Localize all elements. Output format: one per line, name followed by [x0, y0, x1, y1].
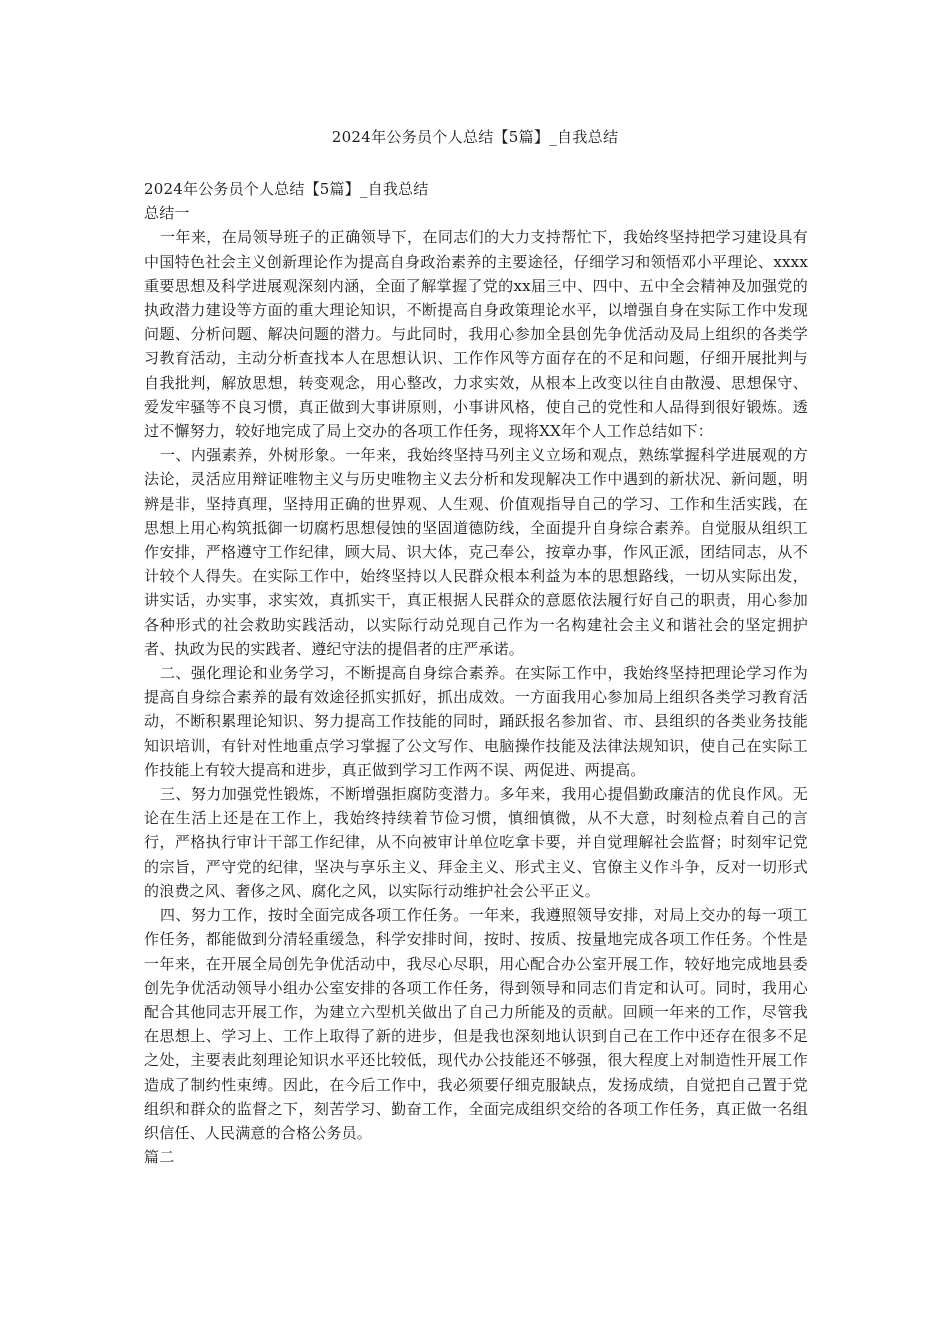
body-paragraph: 三、努力加强党性锻炼，不断增强拒腐防变潜力。多年来，我用心提倡勤政廉洁的优良作风。无论在生活上还是在工作上，我始终持续着节俭习惯，慎细慎微，从不大意，时刻检点着自己的言行，严格执行审计干部工作纪律，从不向被审计单位吃拿卡要，并自觉理解社会监督；时刻牢记党的宗旨，严守党的纪律，坚决与享乐主义、拜金主义、形式主义、官僚主义作斗争，反对一切形式的浪费之风、奢侈之风、腐化之风，以实际行动维护社会公平正义。 — [144, 785, 808, 900]
document-body — [144, 177, 808, 1169]
section-label-summary-one: 总结一 — [144, 204, 190, 223]
body-paragraph: 一、内强素养，外树形象。一年来，我始终坚持马列主义立场和观点，熟练掌握科学进展观的方法论，灵活应用辩证唯物主义与历史唯物主义去分析和发现解决工作中遇到的新状况、新问题，明辨是非，坚持真理，坚持用正确的世界观、人生观、价值观指导自己的学习、工作和生活实践，在思想上用心构筑抵御一切腐朽思想侵蚀的坚固道德防线，全面提升自身综合素养。自觉服从组织工作安排，严格遵守工作纪律，顾大局、识大体，克己奉公，按章办事，作风正派，团结同志，从不计较个人得失。在实际工作中，始终坚持以人民群众根本利益为本的思想路线，一切从实际出发，讲实话，办实事，求实效，真抓实干，真正根据人民群众的意愿依法履行好自己的职责，用心参加各种形式的社会救助实践活动，以实际行动兑现自己作为一名构建社会主义和谐社会的坚定拥护者、执政为民的实践者、遵纪守法的提倡者的庄严承诺。 — [144, 446, 808, 658]
body-paragraph: 一年来，在局领导班子的正确领导下，在同志们的大力支持帮忙下，我始终坚持把学习建设具有中国特色社会主义创新理论作为提高自身政治素养的主要途径，仔细学习和领悟邓小平理论、xxxx重要思想及科学进展观深刻内涵，全面了解掌握了党的xx届三中、四中、五中全会精神及加强党的执政潜力建设等方面的重大理论知识，不断提高自身政策理论水平，以增强自身在实际工作中发现问题、分析问题、解决问题的潜力。与此同时，我用心参加全县创先争优活动及局上组织的各类学习教育活动，主动分析查找本人在思想认识、工作作风等方面存在的不足和问题，仔细开展批判与自我批判，解放思想，转变观念，用心整改，力求实效，从根本上改变以往自由散漫、思想保守、爱发牢骚等不良习惯，真正做到大事讲原则，小事讲风格，使自己的党性和人品得到很好锻炼。透过不懈努力，较好地完成了局上交办的各项工作任务，现将XX年个人工作总结如下： — [144, 228, 808, 441]
document-subtitle: 2024年公务员个人总结【5篇】_自我总结 — [144, 180, 429, 198]
document-title: 2024年公务员个人总结【5篇】_自我总结 — [331, 128, 619, 146]
section-label-part-two: 篇二 — [144, 1148, 175, 1167]
body-paragraph: 四、努力工作，按时全面完成各项工作任务。一年来，我遵照领导安排，对局上交办的每一项工作任务，都能做到分清轻重缓急，科学安排时间，按时、按质、按量地完成各项工作任务。个性是一年来，在开展全局创先争优活动中，我尽心尽职，用心配合办公室开展工作，较好地完成地县委创先争优活动领导小组办公室安排的各项工作任务，得到领导和同志们肯定和认可。同时，我用心配合其他同志开展工作，为建立六型机关做出了自己力所能及的贡献。回顾一年来的工作，尽管我在思想上、学习上、工作上取得了新的进步，但是我也深刻地认识到自己在工作中还存在很多不足之处，主要表此刻理论知识水平还比较低，现代办公技能还不够强，很大程度上对制造性开展工作造成了制约性束缚。因此，在今后工作中，我必须要仔细克服缺点，发扬成绩，自觉把自己置于党组织和群众的监督之下，刻苦学习、勤奋工作，全面完成组织交给的各项工作任务，真正做一名组织信任、人民满意的合格公务员。 — [144, 906, 808, 1142]
body-paragraph: 二、强化理论和业务学习，不断提高自身综合素养。在实际工作中，我始终坚持把理论学习作为提高自身综合素养的最有效途径抓实抓好，抓出成效。一方面我用心参加局上组织各类学习教育活动，不断积累理论知识、努力提高工作技能的同时，踊跃报名参加省、市、县组织的各类业务技能知识培训，有针对性地重点学习掌握了公文写作、电脑操作技能及法律法规知识，使自己在实际工作技能上有较大提高和进步，真正做到学习工作两不误、两促进、两提高。 — [144, 664, 808, 779]
